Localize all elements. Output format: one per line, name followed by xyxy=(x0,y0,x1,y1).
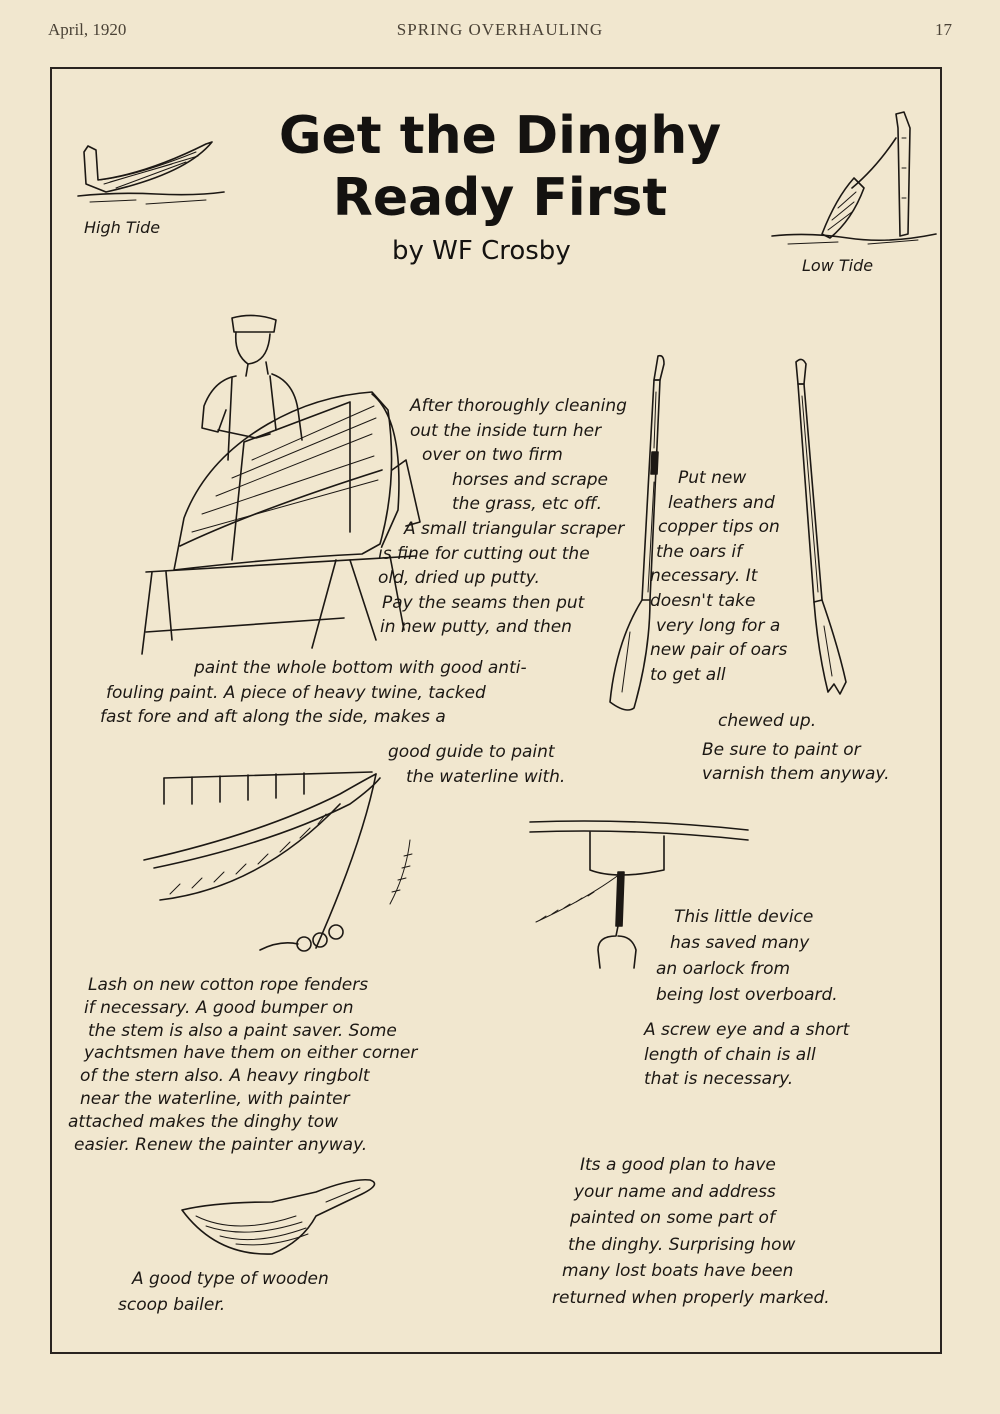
oarlock-device-paragraph xyxy=(656,904,838,1008)
text-line: This little device xyxy=(674,907,814,927)
page-header xyxy=(48,20,952,46)
page-number: 17 xyxy=(935,20,952,39)
text-line: fast fore and aft along the side, makes a xyxy=(100,707,446,728)
text-line: the grass, etc off. xyxy=(452,494,602,515)
text-line: out the inside turn her xyxy=(410,420,602,441)
text-line: Pay the seams then put xyxy=(382,592,585,613)
issue-date: April, 1920 xyxy=(48,20,127,39)
oars-paragraph xyxy=(650,466,787,687)
text-line: very long for a xyxy=(656,615,781,636)
text-line: of the stern also. A heavy ringbolt xyxy=(80,1066,370,1087)
text-line: new pair of oars xyxy=(650,640,788,661)
cleaning-paragraph xyxy=(378,394,627,640)
text-line: to get all xyxy=(650,664,726,685)
text-line: yachtsmen have them on either corner xyxy=(84,1043,418,1064)
text-line: necessary. It xyxy=(650,566,758,587)
text-line: A good type of wooden xyxy=(132,1269,329,1289)
screw-eye-paragraph xyxy=(644,1018,849,1092)
text-line: returned when properly marked. xyxy=(552,1287,830,1308)
text-line: A screw eye and a short xyxy=(644,1020,850,1040)
waterline-guide-paragraph xyxy=(388,740,565,789)
text-line: that is necessary. xyxy=(644,1069,794,1090)
text-line: leathers and xyxy=(668,492,775,513)
text-line: easier. Renew the painter anyway. xyxy=(74,1134,368,1155)
painting-paragraph xyxy=(100,656,527,730)
scoop-bailer-illustration xyxy=(176,1176,386,1266)
section-title: SPRING OVERHAULING xyxy=(396,20,604,39)
text-line: is fine for cutting out the xyxy=(378,543,590,564)
text-line: in new putty, and then xyxy=(380,617,572,638)
text-line: near the waterline, with painter xyxy=(80,1088,350,1109)
fenders-paragraph xyxy=(68,974,417,1156)
article-byline: by WF Crosby xyxy=(392,236,571,266)
text-line: the stem is also a paint saver. Some xyxy=(88,1020,397,1041)
text-line: the dinghy. Surprising how xyxy=(568,1234,796,1255)
text-line: A small triangular scraper xyxy=(404,518,625,539)
low-tide-caption: Low Tide xyxy=(802,256,874,275)
oar-chewed-up-illustration xyxy=(780,356,860,706)
text-line: varnish them anyway. xyxy=(702,764,890,785)
text-line: attached makes the dinghy tow xyxy=(68,1111,339,1132)
text-line: copper tips on xyxy=(658,517,780,538)
text-line: horses and scrape xyxy=(452,469,608,490)
text-line: Lash on new cotton rope fenders xyxy=(88,975,369,995)
text-line: good guide to paint xyxy=(388,742,555,762)
text-line: After thoroughly cleaning xyxy=(410,396,627,416)
bailer-caption xyxy=(118,1266,329,1318)
text-line: many lost boats have been xyxy=(562,1261,794,1281)
high-tide-caption: High Tide xyxy=(84,218,161,237)
text-line: chewed up. xyxy=(718,711,817,731)
article-title-line-1: Get the Dinghy xyxy=(278,106,722,166)
text-line: an oarlock from xyxy=(656,959,791,979)
text-line: Its a good plan to have xyxy=(580,1155,776,1175)
text-line: old, dried up putty. xyxy=(378,568,540,589)
text-line: length of chain is all xyxy=(644,1044,816,1065)
text-line: painted on some part of xyxy=(570,1208,775,1228)
oars-closing-paragraph xyxy=(702,709,890,787)
text-line: being lost overboard. xyxy=(656,985,838,1005)
name-address-paragraph xyxy=(552,1152,830,1311)
low-tide-dinghy-illustration xyxy=(768,108,938,248)
text-line: if necessary. A good bumper on xyxy=(84,997,354,1018)
text-line: fouling paint. A piece of heavy twine, tacked xyxy=(106,682,486,703)
text-line: Be sure to paint or xyxy=(702,739,861,760)
article-title-line-2: Ready First xyxy=(332,168,668,228)
text-line: doesn't take xyxy=(650,590,756,611)
text-line: over on two firm xyxy=(422,445,563,466)
text-line: your name and address xyxy=(574,1181,776,1202)
text-line: the oars if xyxy=(656,541,743,562)
text-line: paint the whole bottom with good anti- xyxy=(194,658,527,678)
text-line: Put new xyxy=(678,468,747,488)
bow-rope-fender-illustration xyxy=(140,764,420,964)
text-line: has saved many xyxy=(670,933,810,953)
high-tide-dinghy-illustration xyxy=(76,134,226,214)
text-line: the waterline with. xyxy=(406,766,566,787)
text-line: scoop bailer. xyxy=(118,1295,226,1315)
